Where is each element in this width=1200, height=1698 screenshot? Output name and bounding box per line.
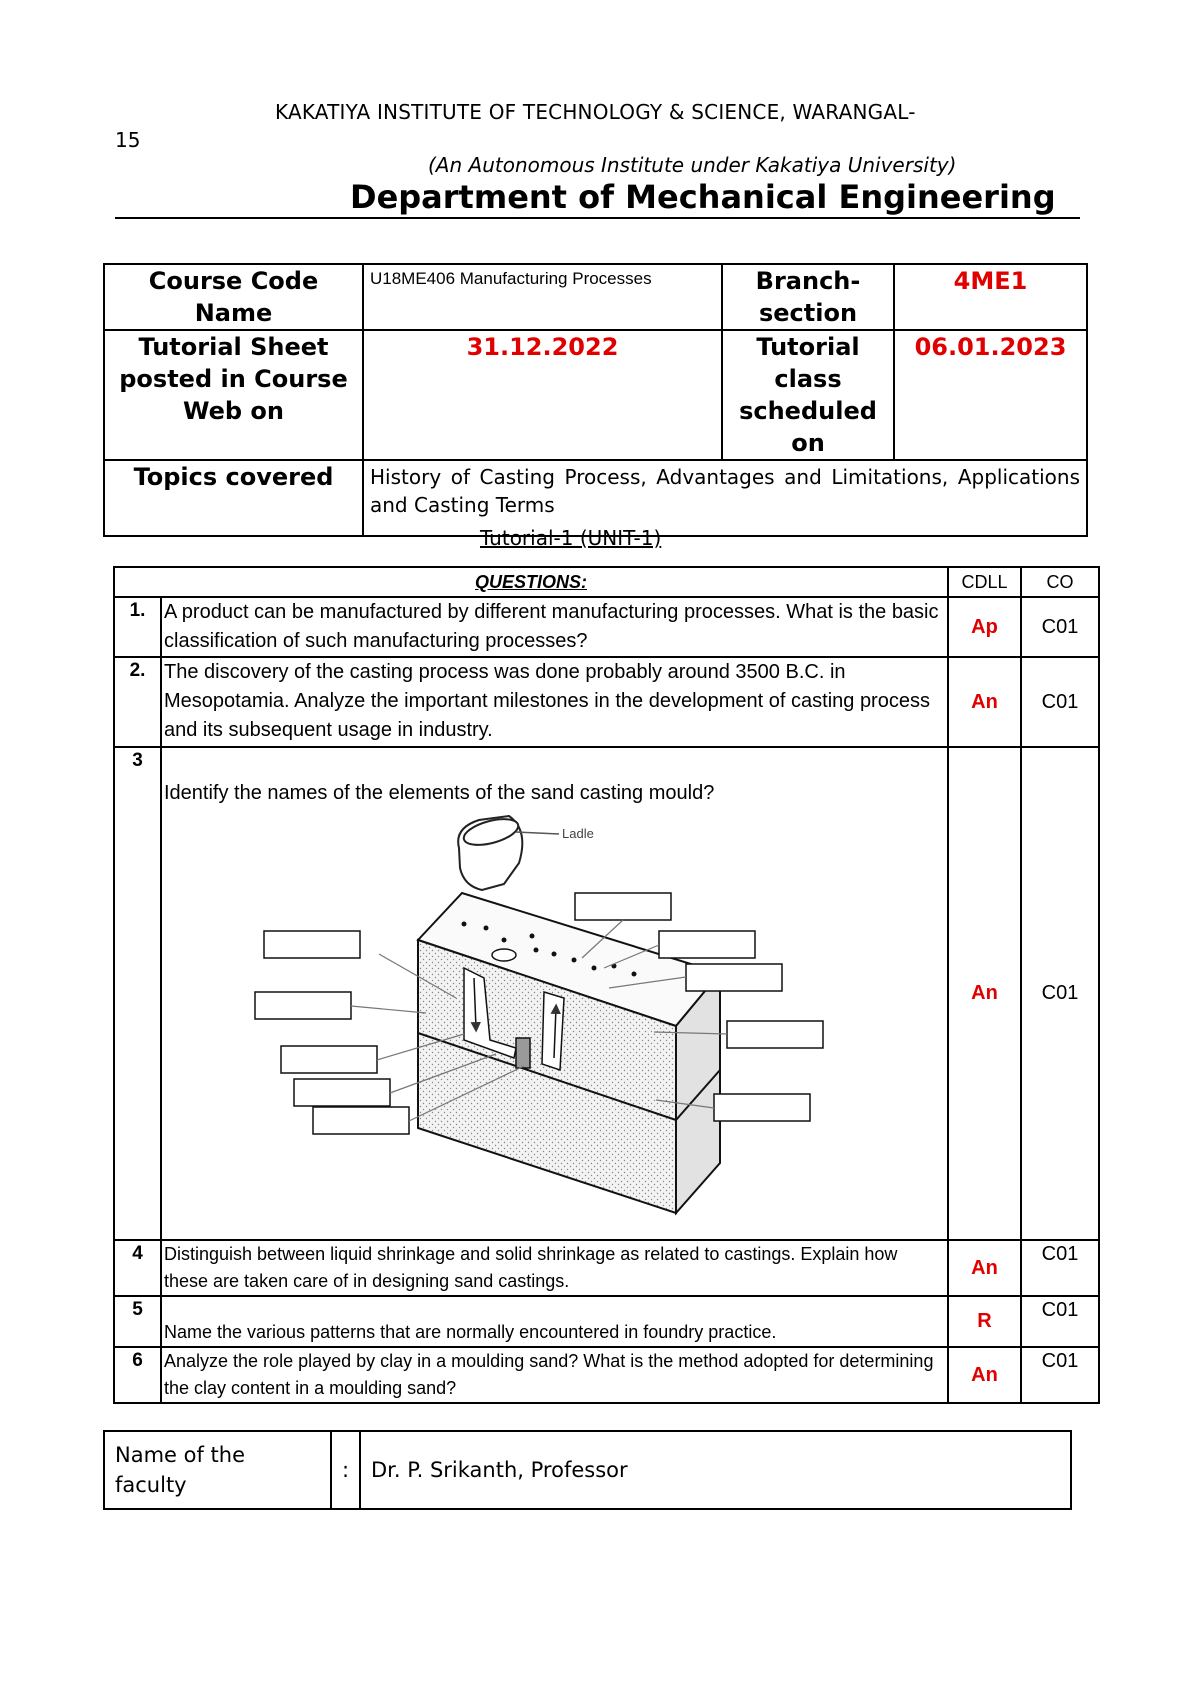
branch-value: 4ME1 xyxy=(894,264,1087,330)
header-rule xyxy=(115,217,1080,219)
blank-label-box xyxy=(727,1021,823,1048)
question-text: Identify the names of the elements of the sand casting mould? xyxy=(164,782,715,804)
question-number: 5 xyxy=(114,1296,161,1347)
posted-label: Tutorial Sheet posted in Course Web on xyxy=(104,330,363,460)
blank-label-box xyxy=(264,931,360,958)
question-number: 2. xyxy=(114,657,161,747)
blank-label-box xyxy=(313,1107,409,1134)
questions-header: QUESTIONS: xyxy=(114,567,948,597)
blank-label-box xyxy=(686,964,782,991)
co-value: C01 xyxy=(1021,597,1099,657)
scheduled-date: 06.01.2023 xyxy=(894,330,1087,460)
faculty-colon: : xyxy=(331,1431,360,1509)
blank-label-box xyxy=(575,893,671,920)
question-text: The discovery of the casting process was done probably around 3500 B.C. in Mesopotamia. Analyze the important milestones in the development of casting process and its subsequent usage in industry. xyxy=(161,657,948,747)
question-cell-with-figure xyxy=(161,747,948,1240)
table-row xyxy=(114,1296,1099,1347)
co-value: C01 xyxy=(1021,1296,1099,1347)
questions-table xyxy=(113,566,1100,1404)
sand-casting-mould-diagram xyxy=(164,808,944,1228)
faculty-label: Name of the faculty xyxy=(104,1431,331,1509)
autonomous-note: (An Autonomous Institute under Kakatiya University) xyxy=(428,153,957,177)
course-code-label: Course Code Name xyxy=(104,264,363,330)
co-value: C01 xyxy=(1021,1347,1099,1403)
tutorial-title: Tutorial-1 (UNIT-1) xyxy=(480,526,662,550)
table-row xyxy=(114,747,1099,1240)
branch-label: Branch-section xyxy=(722,264,894,330)
topics-label: Topics covered xyxy=(104,460,363,536)
ladle-icon xyxy=(458,814,594,890)
posted-date: 31.12.2022 xyxy=(363,330,722,460)
blank-label-box xyxy=(281,1046,377,1073)
blank-label-box xyxy=(659,931,755,958)
cdll-value: An xyxy=(948,1347,1021,1403)
blank-label-box xyxy=(294,1079,390,1106)
faculty-table xyxy=(103,1430,1072,1510)
faculty-name: Dr. P. Srikanth, Professor xyxy=(360,1431,1071,1509)
institute-name-suffix: 15 xyxy=(115,128,141,152)
co-value: C01 xyxy=(1021,1240,1099,1296)
cdll-header: CDLL xyxy=(948,567,1021,597)
question-text: Analyze the role played by clay in a moulding sand? What is the method adopted for determining the clay content in a moulding sand? xyxy=(161,1347,948,1403)
topics-value: History of Casting Process, Advantages and Limitations, Applications and Casting Terms xyxy=(363,460,1087,536)
course-code-value: U18ME406 Manufacturing Processes xyxy=(363,264,722,330)
cdll-value: Ap xyxy=(948,597,1021,657)
cdll-value: R xyxy=(948,1296,1021,1347)
cdll-value: An xyxy=(948,747,1021,1240)
cdll-value: An xyxy=(948,657,1021,747)
blank-label-box xyxy=(714,1094,810,1121)
co-header: CO xyxy=(1021,567,1099,597)
question-number: 4 xyxy=(114,1240,161,1296)
department-title: Department of Mechanical Engineering xyxy=(350,178,1056,216)
question-text: A product can be manufactured by different manufacturing processes. What is the basic classification of such manufacturing processes? xyxy=(161,597,948,657)
co-value: C01 xyxy=(1021,657,1099,747)
question-number: 3 xyxy=(114,747,161,1240)
table-row xyxy=(114,657,1099,747)
table-row xyxy=(114,597,1099,657)
table-row xyxy=(114,1347,1099,1403)
scheduled-label: Tutorial class scheduled on xyxy=(722,330,894,460)
question-text: Distinguish between liquid shrinkage and solid shrinkage as related to castings. Explain how these are taken care of in designing sand castings. xyxy=(161,1240,948,1296)
question-number: 1. xyxy=(114,597,161,657)
course-info-table xyxy=(103,263,1088,537)
co-value: C01 xyxy=(1021,747,1099,1240)
question-text: Name the various patterns that are normally encountered in foundry practice. xyxy=(161,1296,948,1347)
blank-label-box xyxy=(255,992,351,1019)
institute-name: KAKATIYA INSTITUTE OF TECHNOLOGY & SCIENCE, WARANGAL- xyxy=(275,100,916,124)
table-row xyxy=(114,1240,1099,1296)
ladle-label: Ladle xyxy=(562,826,594,841)
cdll-value: An xyxy=(948,1240,1021,1296)
question-number: 6 xyxy=(114,1347,161,1403)
